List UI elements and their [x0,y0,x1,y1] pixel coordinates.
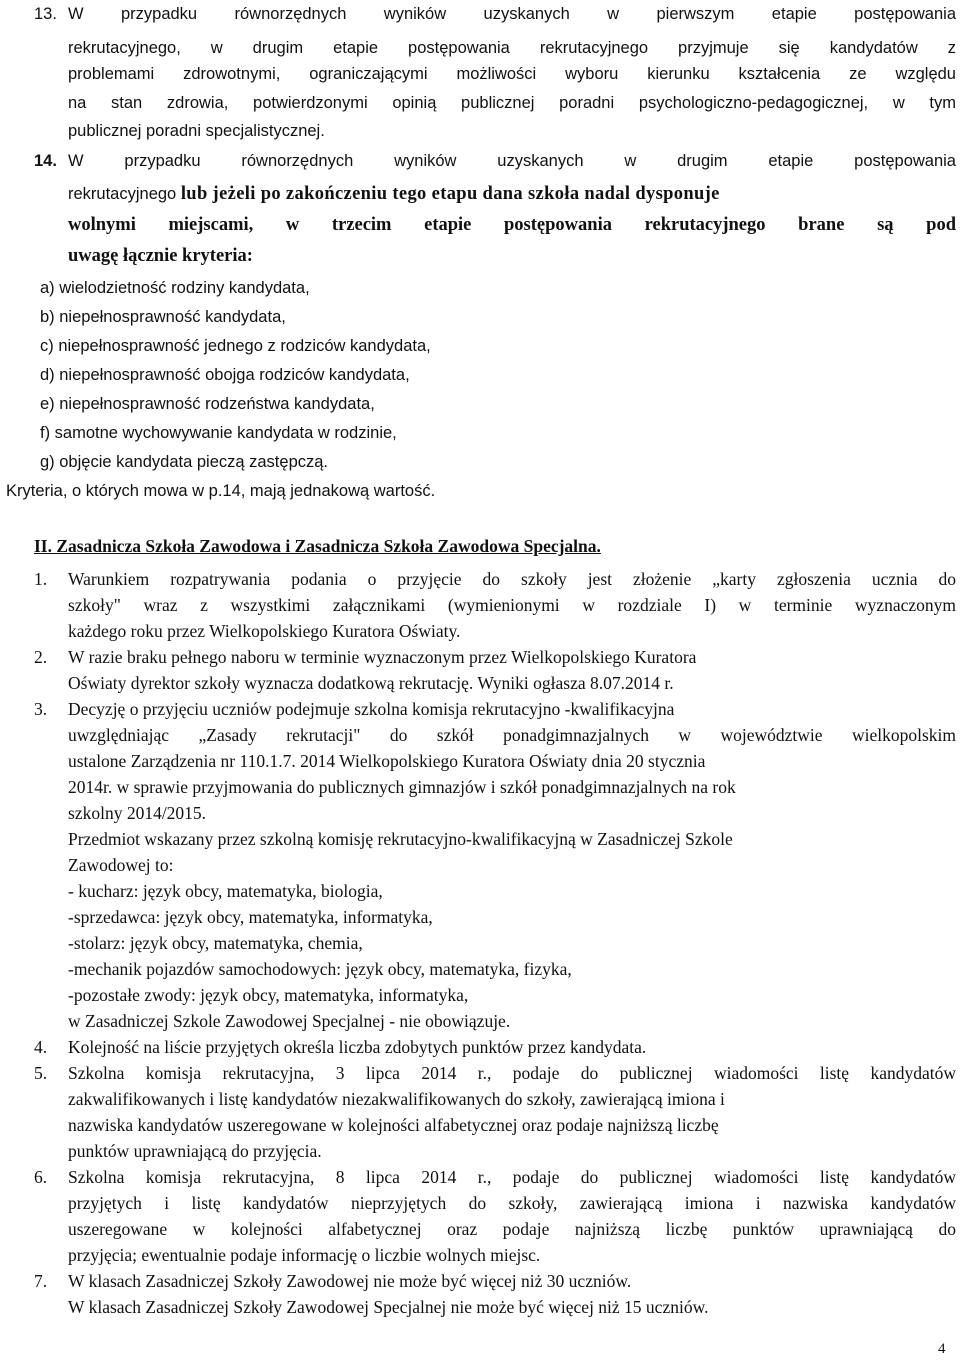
item-14-line-bold: wolnymi miejscami, w trzecim etapie postępowania rekrutacyjnego brane są pod [68,215,956,235]
criteria-item: a) wielodzietność rodziny kandydata, [40,279,310,297]
point-3-line: Zawodowej to: [68,855,174,875]
point-3-line: Decyzję o przyjęciu uczniów podejmuje szkolna komisja rekrutacyjno -kwalifikacyjna [68,699,675,719]
item-14-number: 14. [34,152,57,170]
item-13-number: 13. [34,5,57,23]
item-13-line: W przypadku równorzędnych wyników uzyskanych w pierwszym etapie postępowania [68,5,956,23]
item-13-line: problemami zdrowotnymi, ograniczającymi możliwości wyboru kierunku kształcenia ze względu [68,65,956,83]
point-2-number: 2. [34,647,48,667]
point-2-line: W razie braku pełnego naboru w terminie wyznaczonym przez Wielkopolskiego Kuratora [68,647,697,667]
item-14-line [68,182,956,205]
point-3-line: Przedmiot wskazany przez szkolną komisję rekrutacyjno-kwalifikacyjną w Zasadniczej Szkole [68,829,733,849]
point-4-line: Kolejność na liście przyjętych określa liczba zdobytych punktów przez kandydata. [68,1037,647,1057]
point-1-line: szkoły" wraz z wszystkimi załącznikami (wymienionymi w rozdziale I) w terminie wyznaczonym [68,595,956,615]
point-4-number: 4. [34,1037,48,1057]
subject-item: -mechanik pojazdów samochodowych: język obcy, matematyka, fizyka, [68,959,572,979]
subject-item: -pozostałe zwody: język obcy, matematyka, informatyka, [68,985,469,1005]
point-6-line: Szkolna komisja rekrutacyjna, 8 lipca 2014 r., podaje do publicznej wiadomości listę kandydatów [68,1167,956,1187]
point-7-line: W klasach Zasadniczej Szkoły Zawodowej Specjalnej nie może być więcej niż 15 uczniów. [68,1297,709,1317]
point-5-line: nazwiska kandydatów uszeregowane w kolejności alfabetycznej oraz podaje najniższą liczbę [68,1115,719,1135]
criteria-item: d) niepełnosprawność obojga rodziców kandydata, [40,366,410,384]
point-5-number: 5. [34,1063,48,1083]
criteria-item: e) niepełnosprawność rodzeństwa kandydata, [40,395,375,413]
criteria-note: Kryteria, o których mowa w p.14, mają jednakową wartość. [6,482,436,500]
point-1-number: 1. [34,569,48,589]
point-6-line: przyjęcia; ewentualnie podaje informację o liczbie wolnych miejsc. [68,1245,541,1265]
point-5-line: zakwalifikowanych i listę kandydatów niezakwalifikowanych do szkoły, zawierającą imiona i [68,1089,725,1109]
criteria-item: g) objęcie kandydata pieczą zastępczą. [40,453,329,471]
subject-item: - kucharz: język obcy, matematyka, biologia, [68,881,383,901]
item-14-line: W przypadku równorzędnych wyników uzyskanych w drugim etapie postępowania [68,152,956,170]
point-2-line: Oświaty dyrektor szkoły wyznacza dodatkową rekrutację. Wyniki ogłasza 8.07.2014 r. [68,673,674,693]
criteria-item: b) niepełnosprawność kandydata, [40,308,286,326]
item-13-line: publicznej poradni specjalistycznej. [68,122,325,140]
point-7-line: W klasach Zasadniczej Szkoły Zawodowej nie może być więcej niż 30 uczniów. [68,1271,632,1291]
point-5-line: Szkolna komisja rekrutacyjna, 3 lipca 2014 r., podaje do publicznej wiadomości listę kandydatów [68,1063,956,1083]
point-5-line: punktów uprawniającą do przyjęcia. [68,1141,322,1161]
section-title: II. Zasadnicza Szkoła Zawodowa i Zasadnicza Szkoła Zawodowa Specjalna. [34,536,601,556]
point-3-line: 2014r. w sprawie przyjmowania do publicznych gimnazjów i szkół ponadgimnazjalnych na rok [68,777,736,797]
item-13-line: rekrutacyjnego, w drugim etapie postępowania rekrutacyjnego przyjmuje się kandydatów z [68,39,956,57]
point-3-line: ustalone Zarządzenia nr 110.1.7. 2014 Wielkopolskiego Kuratora Oświaty dnia 20 stycznia [68,751,706,771]
subject-item: -stolarz: język obcy, matematyka, chemia, [68,933,363,953]
point-3-line: szkolny 2014/2015. [68,803,207,823]
point-6-line: przyjętych i listę kandydatów nieprzyjętych do szkoły, zawierającą imiona i nazwiska kandydatów [68,1193,956,1213]
criteria-item: f) samotne wychowywanie kandydata w rodzinie, [40,424,397,442]
point-3-line: uwzględniając „Zasady rekrutacji" do szkół ponadgimnazjalnych w województwie wielkopolskim [68,725,956,745]
item-14-line-bold: lub jeżeli po zakończeniu tego etapu dana szkoła nadal dysponuje [180,184,720,204]
point-1-line: Warunkiem rozpatrywania podania o przyjęcie do szkoły jest złożenie „karty zgłoszenia ucznia do [68,569,956,589]
item-13-line: na stan zdrowia, potwierdzonymi opinią publicznej poradni psychologiczno-pedagogicznej, w tym [68,94,956,112]
point-3-number: 3. [34,699,48,719]
page-number: 4 [938,1341,946,1357]
subject-item: -sprzedawca: język obcy, matematyka, informatyka, [68,907,433,927]
point-6-line: uszeregowane w kolejności alfabetycznej oraz podaje najniższą liczbę punktów uprawniającą do [68,1219,956,1239]
point-7-number: 7. [34,1271,48,1291]
item-14-line-bold: uwagę łącznie kryteria: [68,246,253,266]
point-1-line: każdego roku przez Wielkopolskiego Kuratora Oświaty. [68,621,461,641]
point-6-number: 6. [34,1167,48,1187]
item-14-line-normal: rekrutacyjnego [68,185,181,203]
point-3-line: w Zasadniczej Szkole Zawodowej Specjalnej - nie obowiązuje. [68,1011,511,1031]
criteria-item: c) niepełnosprawność jednego z rodziców kandydata, [40,337,431,355]
